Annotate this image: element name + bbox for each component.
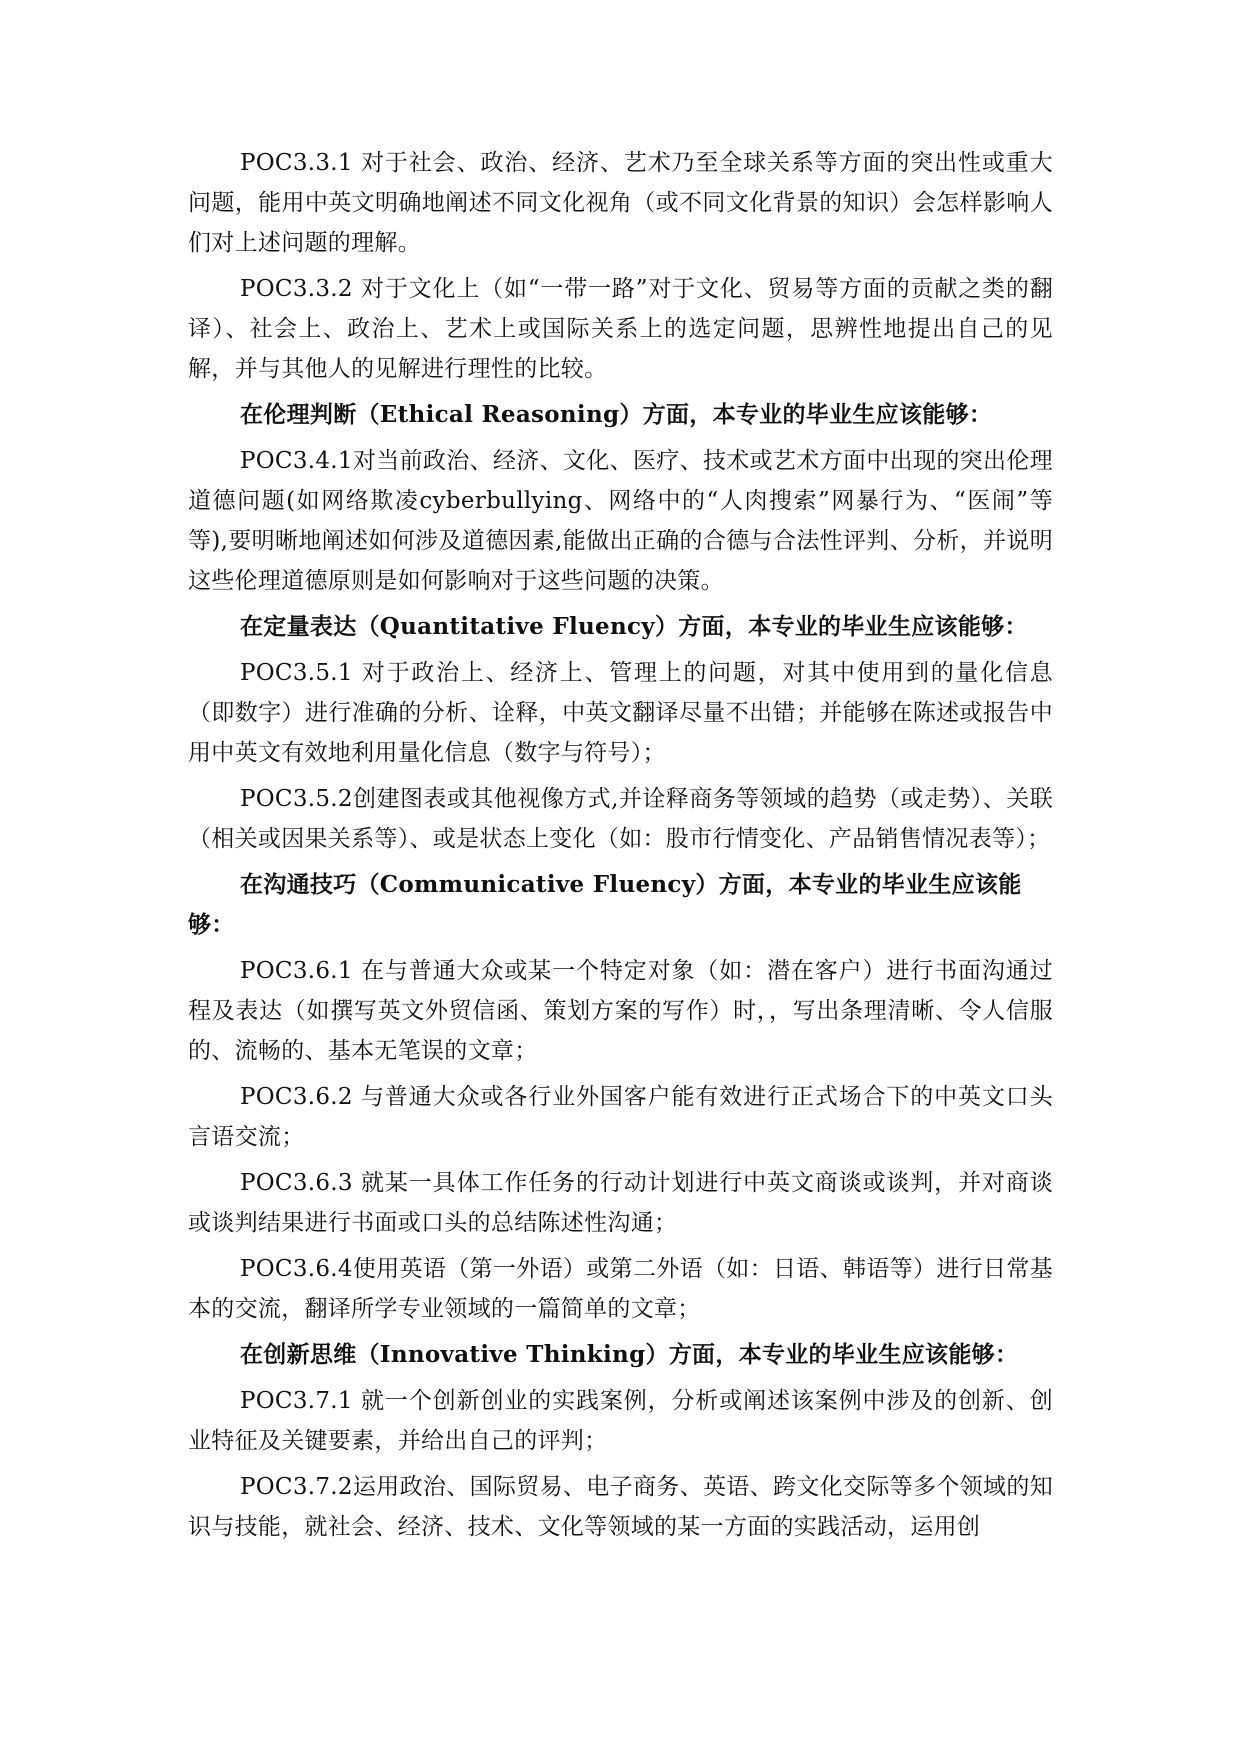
heading-ethical-reasoning: 在伦理判断（Ethical Reasoning）方面，本专业的毕业生应该能够： <box>240 401 993 428</box>
paragraph-poc3-3-1: POC3.3.1 对于社会、政治、经济、艺术乃至全球关系等方面的突出性或重大问题，能用中英文明确地阐述不同文化视角（或不同文化背景的知识）会怎样影响人们对上述问题的理解。 <box>188 150 1053 256</box>
paragraph-poc3-6-1: POC3.6.1 在与普通大众或某一个特定对象（如：潜在客户）进行书面沟通过程及表达（如撰写英文外贸信函、策划方案的写作）时，，写出条理清晰、令人信服的、流畅的、基本无笔误的文章； <box>188 958 1053 1064</box>
paragraph-poc3-6-2: POC3.6.2 与普通大众或各行业外国客户能有效进行正式场合下的中英文口头言语交流； <box>188 1084 1053 1150</box>
paragraph-poc3-5-1: POC3.5.1 对于政治上、经济上、管理上的问题，对其中使用到的量化信息（即数字）进行准确的分析、诠释，中英文翻译尽量不出错；并能够在陈述或报告中用中英文有效地利用量化信息（数字与符号）； <box>188 660 1053 766</box>
paragraph-poc3-3-2: POC3.3.2 对于文化上（如“一带一路”对于文化、贸易等方面的贡献之类的翻译）、社会上、政治上、艺术上或国际关系上的选定问题，思辨性地提出自己的见解，并与其他人的见解进行理性的比较。 <box>188 276 1053 382</box>
paragraph-poc3-7-2: POC3.7.2运用政治、国际贸易、电子商务、英语、跨文化交际等多个领域的知识与技能，就社会、经济、技术、文化等领域的某一方面的实践活动，运用创 <box>188 1474 1053 1540</box>
paragraph-poc3-5-2: POC3.5.2创建图表或其他视像方式,并诠释商务等领域的趋势（或走势）、关联（相关或因果关系等）、或是状态上变化（如：股市行情变化、产品销售情况表等）； <box>188 786 1053 852</box>
paragraph-poc3-7-1: POC3.7.1 就一个创新创业的实践案例，分析或阐述该案例中涉及的创新、创业特征及关键要素，并给出自己的评判； <box>188 1388 1053 1454</box>
heading-innovative-thinking: 在创新思维（Innovative Thinking）方面，本专业的毕业生应该能够： <box>240 1341 1019 1368</box>
paragraph-poc3-6-3: POC3.6.3 就某一具体工作任务的行动计划进行中英文商谈或谈判，并对商谈或谈判结果进行书面或口头的总结陈述性沟通； <box>188 1170 1053 1236</box>
heading-quantitative-fluency: 在定量表达（Quantitative Fluency）方面，本专业的毕业生应该能够： <box>240 613 1028 640</box>
heading-communicative-fluency: 在沟通技巧（Communicative Fluency）方面，本专业的毕业生应该能够： <box>188 871 1022 938</box>
document-body <box>188 143 1053 1553</box>
paragraph-poc3-6-4: POC3.6.4使用英语（第一外语）或第二外语（如：日语、韩语等）进行日常基本的交流，翻译所学专业领域的一篇简单的文章； <box>188 1256 1053 1322</box>
paragraph-poc3-4-1: POC3.4.1对当前政治、经济、文化、医疗、技术或艺术方面中出现的突出伦理道德问题(如网络欺凌cyberbullying、网络中的“人肉搜索”网暴行为、“医闹”等等),要明晰地阐述如何涉及道德因素,能做出正确的合德与合法性评判、分析，并说明这些伦理道德原则是如何影响对于这些问题的决策。 <box>188 448 1053 594</box>
